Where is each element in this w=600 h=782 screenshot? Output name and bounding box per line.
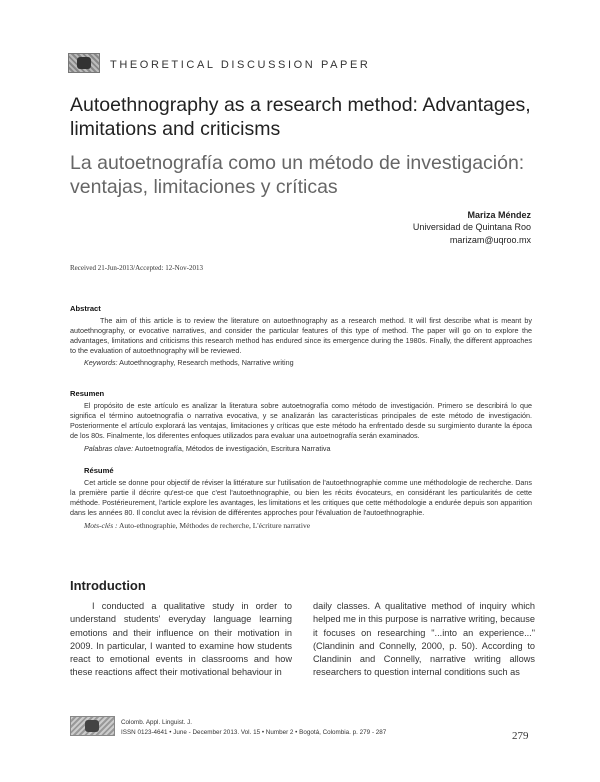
resume-keywords bbox=[70, 521, 532, 531]
paper-type-label: THEORETICAL DISCUSSION PAPER bbox=[110, 59, 371, 71]
introduction-right-column: daily classes. A qualitative method of inquiry which helped me in this purpose is narrative writing, because it focuses on researching "...into an experience..." (Clandinin and Connelly, 2000, p. 50). According to Clandinin and Connelly, narrative writing allows researchers to question internal conditions such as bbox=[313, 601, 535, 678]
author-name: Mariza Méndez bbox=[467, 210, 531, 220]
resume-section bbox=[70, 466, 532, 531]
footer-issn: ISSN 0123-4641 • June - December 2013. Vol. 15 • Number 2 • Bogotá, Colombia. p. 279 - 287 bbox=[121, 729, 387, 736]
journal-logo bbox=[68, 53, 100, 73]
resumen-text: El propósito de este artículo es analizar la literatura sobre autoetnografía como método de investigación. Primero se describirá lo que significa el término autoetnografía o narrativa evocativa, y se analizarán las características principales de este método de investigación. Posteriormente el artículo explorará las ventajas, limitaciones y críticas que este método ha enfrentado desde su surgimiento durante la época de los 80s. Finalmente, los diferentes enfoques utilizados para evaluar una autoetnografía serán examinados. bbox=[70, 401, 532, 440]
introduction-left-column: I conducted a qualitative study in order to understand students' everyday language learning emotions and their influence on their motivation in 2009. In particular, I wanted to examine how students react to emotional events in classrooms and how these reactions affect their motivational behaviour in bbox=[70, 601, 292, 678]
mots-cles-label: Mots-clés : bbox=[84, 521, 118, 530]
title-english: Autoethnography as a research method: Advantages, limitations and criticisms bbox=[70, 94, 531, 140]
keywords-label: Keywords: bbox=[84, 358, 118, 367]
palabras-clave-list: Autoetnografía, Métodos de investigación, Escritura Narrativa bbox=[134, 444, 331, 453]
page-number: 279 bbox=[512, 730, 529, 742]
resumen-heading: Resumen bbox=[70, 389, 105, 398]
abstract-section bbox=[70, 304, 532, 368]
submission-dates: Received 21-Jun-2013/Accepted: 12-Nov-2013 bbox=[70, 264, 203, 272]
author-affiliation: Universidad de Quintana Roo bbox=[412, 222, 531, 232]
footer-logo-icon bbox=[85, 720, 99, 732]
introduction-heading: Introduction bbox=[70, 578, 146, 593]
keywords-list: Autoethnography, Research methods, Narrative writing bbox=[119, 358, 294, 367]
palabras-clave-label: Palabras clave: bbox=[84, 444, 134, 453]
abstract-heading: Abstract bbox=[70, 304, 101, 313]
resume-heading: Résumé bbox=[84, 466, 114, 475]
author-email[interactable]: marizam@uqroo.mx bbox=[449, 235, 531, 245]
footer-logo bbox=[70, 716, 115, 736]
resumen-keywords bbox=[70, 444, 532, 454]
footer-journal-name: Colomb. Appl. Linguist. J. bbox=[121, 719, 193, 726]
resume-text: Cet article se donne pour objectif de réviser la littérature sur l'utilisation de l'autoethnographie comme une méthodologie de recherche. Dans la première partie il décrire qu'est-ce que c'est l'autoethnographie, ou bien les récits évocateurs, en considérant les particularités de cette méthode. Postérieurement, l'article explore les avantages, les limitations et les critiques que cette méthodologie a endurée depuis son apparition dans les années 80. Il conclut avec la révision de différentes approches pour l'évaluation de l'autoethnographie. bbox=[70, 478, 532, 517]
resumen-section bbox=[70, 389, 532, 454]
title-spanish: La autoetnografía como un método de investigación: ventajas, limitaciones y críticas bbox=[70, 152, 525, 198]
abstract-keywords bbox=[70, 358, 532, 368]
mots-cles-list: Auto-ethnographie, Méthodes de recherche, L'écriture narrative bbox=[119, 521, 311, 530]
abstract-text: The aim of this article is to review the literature on autoethnography as a research method. It will first describe what is meant by autoethnography, or evocative narratives, and consider the particular features of this type of method. The paper will go on to explore the advantages, limitations and criticisms this research method has endured since its emergence during the 1980s. Finally, the different approaches to the evaluation of autoethnography will be reviewed. bbox=[70, 316, 532, 355]
logo-icon bbox=[77, 57, 91, 69]
